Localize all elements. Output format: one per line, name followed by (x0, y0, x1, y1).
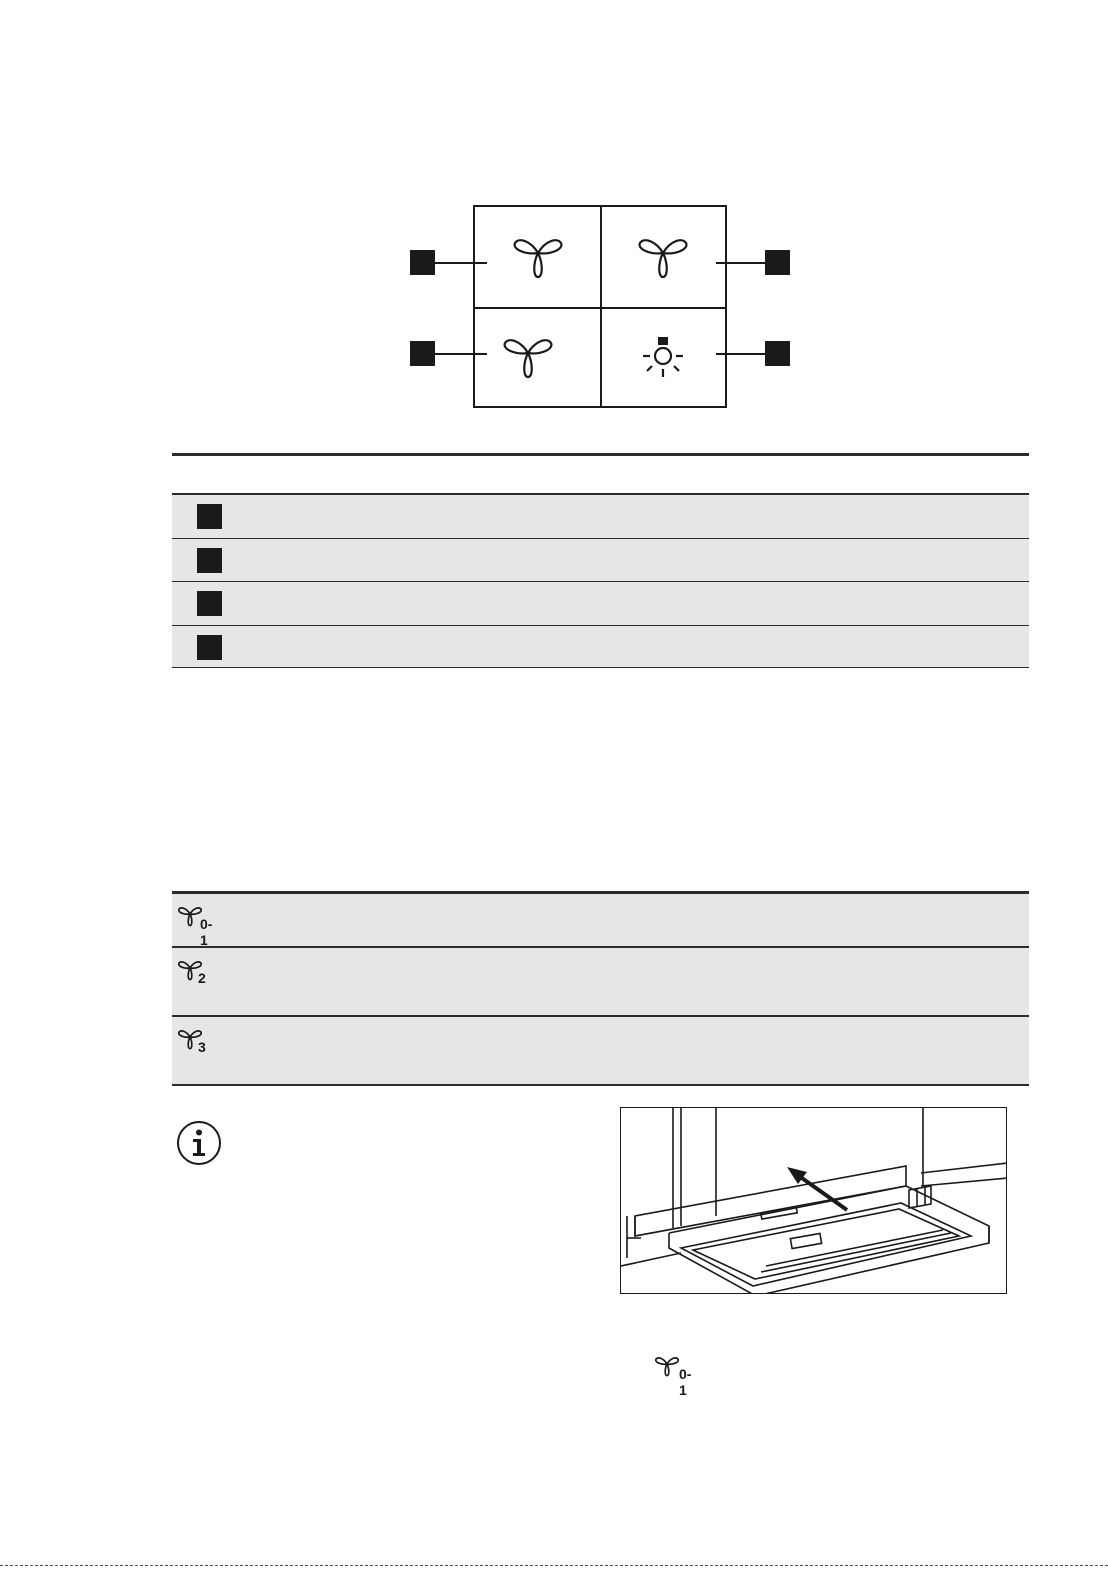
light-bulb-icon (640, 335, 686, 381)
table-row (172, 582, 1029, 626)
fan-key-top-right[interactable] (602, 207, 722, 305)
fan-key-bottom-left[interactable] (475, 309, 595, 407)
inline-fan-speed-symbol (655, 1352, 692, 1398)
fan-icon (503, 331, 553, 379)
leader-line (716, 262, 765, 264)
info-icon (176, 1120, 222, 1166)
hood-drawing (621, 1108, 1007, 1294)
light-key[interactable] (602, 309, 722, 407)
page-edge-marks (0, 1565, 1108, 1566)
callout-marker (765, 341, 790, 366)
fan-speed-symbol (178, 1025, 206, 1056)
fan-speed-subscript: 2 (198, 970, 206, 986)
callout-table (172, 453, 1029, 668)
fan-icon (513, 231, 563, 279)
leader-line (435, 353, 487, 355)
leader-line (716, 353, 765, 355)
callout-marker (410, 250, 435, 275)
hood-filter-pull-out-illustration (620, 1107, 1007, 1294)
leader-line (435, 262, 487, 264)
fan-icon (638, 231, 688, 279)
table-header (172, 453, 1029, 495)
fan-speed-subscript: 0-1 (200, 916, 213, 948)
callout-marker (197, 591, 222, 616)
table-row (172, 626, 1029, 668)
table-row (172, 1017, 1029, 1086)
fan-speed-symbol (178, 956, 206, 987)
callout-marker (197, 504, 222, 529)
callout-marker (410, 341, 435, 366)
callout-marker (197, 635, 222, 660)
fan-speed-subscript: 3 (198, 1039, 206, 1055)
table-row (172, 539, 1029, 582)
table-row (172, 894, 1029, 948)
table-row (172, 495, 1029, 539)
control-panel-diagram (473, 205, 727, 408)
fan-icon (655, 1352, 679, 1378)
fan-key-top-left[interactable] (475, 207, 595, 305)
fan-speed-symbol (178, 902, 213, 948)
table-row (172, 948, 1029, 1017)
fan-speed-table (172, 891, 1029, 1086)
fan-speed-subscript: 0-1 (679, 1366, 692, 1398)
callout-marker (765, 250, 790, 275)
fan-icon (178, 902, 202, 928)
callout-marker (197, 548, 222, 573)
